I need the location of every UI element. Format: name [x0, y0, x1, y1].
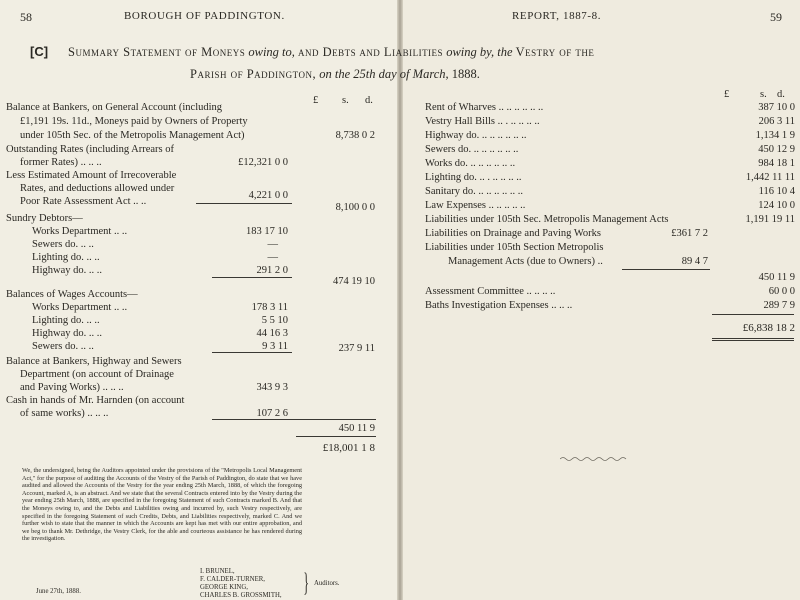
auditors-role: Auditors. — [314, 580, 340, 587]
title-part: Summary Statement of Moneys — [68, 45, 246, 59]
subtotal-rule — [622, 269, 710, 270]
entry-label: Rent of Wharves .. .. .. .. .. .. — [425, 102, 544, 113]
total-rule — [712, 314, 794, 315]
subtotal-rule — [196, 203, 292, 204]
entry-label: Liabilities on Drainage and Paving Works — [425, 228, 601, 239]
entry-value: 107 2 6 — [256, 408, 288, 419]
statement-label: [C] — [30, 44, 49, 59]
entry-label: under 105th Sec. of the Metropolis Management Act) — [20, 130, 245, 141]
entry-value: 984 18 1 — [758, 158, 795, 169]
title-part: 1888. — [451, 67, 480, 81]
entry-total: 8,100 0 0 — [335, 202, 375, 213]
entry-label: Lighting do. .. .. — [32, 252, 100, 263]
entry-value: — — [267, 239, 278, 250]
entry-label: Vestry Hall Bills .. . .. .. .. .. — [425, 116, 540, 127]
entry-label: Highway do. .. .. .. .. .. .. — [425, 130, 527, 141]
entry-label: Lighting do. .. .. — [32, 315, 100, 326]
col-pence-left: d. — [365, 95, 373, 106]
entry-label: Liabilities under 105th Section Metropolis — [425, 242, 604, 253]
entry-label: Outstanding Rates (including Arrears of — [6, 144, 174, 155]
title-part: Vestry of the — [515, 45, 595, 59]
entry-value: 1,442 11 11 — [745, 172, 795, 183]
subtotal-rule — [212, 352, 292, 353]
entry-label: Works Department .. .. — [32, 226, 128, 237]
page-number-right: 59 — [770, 10, 782, 24]
entry-label: Sanitary do. .. .. .. .. .. .. — [425, 186, 523, 197]
total-rule — [712, 338, 794, 339]
title-part: the — [497, 45, 513, 59]
col-pounds-left: £ — [313, 95, 319, 106]
entry-value: 343 9 3 — [256, 382, 288, 393]
entry-value: 116 10 4 — [758, 186, 795, 197]
title-part: on the — [319, 67, 351, 81]
entry-label: former Rates) .. .. .. — [20, 157, 102, 168]
title-part: owing to, — [248, 45, 295, 59]
entry-label: Department (on account of Drainage — [20, 369, 174, 380]
entry-value: 44 16 3 — [256, 328, 288, 339]
audit-date: June 27th, 1888. — [36, 588, 81, 595]
title-part: and Liabilities — [359, 45, 444, 59]
entry-value: 124 10 0 — [758, 200, 795, 211]
subtotal-rule — [212, 419, 376, 420]
title-part: Parish of Paddington, — [190, 67, 317, 81]
page-number-left: 58 — [20, 10, 32, 24]
entry-label: Works do. .. .. .. .. .. .. — [425, 158, 516, 169]
entry-label: Law Expenses .. .. .. .. .. — [425, 200, 526, 211]
entry-value: 206 3 11 — [758, 116, 795, 127]
entry-label: Assessment Committee .. .. .. .. — [425, 286, 556, 297]
statement-title-line1 — [30, 44, 594, 60]
auditors-brace: } — [303, 568, 310, 597]
entry-label: Highway do. .. .. — [32, 328, 102, 339]
entry-value: 60 0 0 — [768, 286, 795, 297]
entry-label: £1,191 19s. 11d., Moneys paid by Owners of Property — [20, 116, 248, 127]
auditor-name: CHARLES B. GROSSMITH, — [200, 592, 282, 599]
auditor-name: I. BRUNEL, — [200, 568, 235, 575]
entry-value: 9 3 11 — [262, 341, 288, 352]
entry-total: 237 9 11 — [338, 343, 375, 354]
entry-value: 183 17 10 — [246, 226, 288, 237]
entry-value: 5 5 10 — [261, 315, 288, 326]
entry-label: Poor Rate Assessment Act .. .. — [20, 196, 147, 207]
entry-value: 89 4 7 — [681, 256, 708, 267]
entry-label: and Paving Works) .. .. .. — [20, 382, 124, 393]
entry-value: 4,221 0 0 — [248, 190, 288, 201]
col-shillings-left: s. — [342, 95, 349, 106]
running-title-left: BOROUGH OF PADDINGTON. — [124, 10, 285, 22]
section-heading: Sundry Debtors— — [6, 213, 83, 224]
entry-value: £12,321 0 0 — [238, 157, 288, 168]
col-pounds-right: £ — [724, 89, 730, 100]
entry-label: Balance at Bankers, Highway and Sewers — [6, 356, 182, 367]
statement-title-line2 — [190, 67, 480, 82]
entry-value: 291 2 0 — [256, 265, 288, 276]
title-part: 25th day of March, — [353, 67, 449, 81]
entry-label: Rates, and deductions allowed under — [20, 183, 175, 194]
entry-label: of same works) .. .. .. — [20, 408, 109, 419]
title-part: owing by, — [446, 45, 495, 59]
entry-value: 289 7 9 — [763, 300, 795, 311]
entry-value: 178 3 11 — [251, 302, 288, 313]
entry-label: Less Estimated Amount of Irrecoverable — [6, 170, 177, 181]
title-part: and Debts — [298, 45, 357, 59]
entry-total: 474 19 10 — [333, 276, 375, 287]
entry-label: Lighting do. .. . .. .. .. .. — [425, 172, 522, 183]
entry-total: 450 11 9 — [338, 423, 375, 434]
auditor-name: F. CALDER-TURNER, — [200, 576, 265, 583]
entry-label: Baths Investigation Expenses .. .. .. — [425, 300, 573, 311]
entry-value: £361 7 2 — [671, 228, 708, 239]
entry-label: Sewers do. .. .. .. .. .. .. — [425, 144, 519, 155]
auditor-name: GEORGE KING, — [200, 584, 248, 591]
entry-value: 450 12 9 — [758, 144, 795, 155]
left-grand-total: £18,001 1 8 — [322, 442, 375, 454]
entry-label: Cash in hands of Mr. Harnden (on account — [6, 395, 185, 406]
subtotal-rule — [212, 277, 292, 278]
entry-label: Sewers do. .. .. — [32, 239, 94, 250]
entry-label: Highway do. .. .. — [32, 265, 102, 276]
running-title-right: REPORT, 1887-8. — [512, 10, 602, 22]
entry-value: 387 10 0 — [758, 102, 795, 113]
entry-label: Works Department .. .. — [32, 302, 128, 313]
book-gutter — [397, 0, 403, 600]
entry-value: 1,134 1 9 — [755, 130, 795, 141]
section-heading: Balances of Wages Accounts— — [6, 289, 138, 300]
auditors-statement: We, the undersigned, being the Auditors appointed under the provisions of the "Metropolis Local Management Act," for the purpose of auditing the Accounts of the Vestry of the Parish of Paddington, do state that we have audited and allowed the Accounts of the Vestry for the year ending 25th March, 1888, of which the foregoing Account, marked A, is an abstract. And we state that the several Contracts entered into by the Vestry during the year ending 25th March, 1888, are specified in the foregoing Statement of such Contracts marked B. And that the Moneys owing to, and the Debts and Liabilities owing and incurred by, such Vestry respectively, are specified in the foregoing Statement of such Credits, Debts, and Liabilities respectively, marked C. And we further wish to state that the manner in which the Accounts are kept has met with our entire approbation, and we beg to thank Mr. Dethridge, the Vestry Clerk, for the able and courteous assistance he has rendered during the investigation. — [22, 467, 302, 543]
total-rule — [712, 340, 794, 341]
col-shillings-right: s. — [760, 89, 767, 100]
total-rule — [296, 436, 376, 437]
entry-label: Balance at Bankers, on General Account (including — [6, 102, 223, 113]
entry-label: Liabilities under 105th Sec. Metropolis Management Acts — [425, 214, 669, 225]
entry-value: — — [267, 252, 278, 263]
entry-total: 8,738 0 2 — [335, 130, 375, 141]
col-pence-right: d. — [777, 89, 785, 100]
decorative-squiggle — [560, 455, 630, 463]
entry-value: 450 11 9 — [758, 272, 795, 283]
entry-label: Management Acts (due to Owners) .. — [448, 256, 603, 267]
right-grand-total: £6,838 18 2 — [742, 322, 795, 334]
entry-value: 1,191 19 11 — [745, 214, 795, 225]
entry-label: Sewers do. .. .. — [32, 341, 94, 352]
